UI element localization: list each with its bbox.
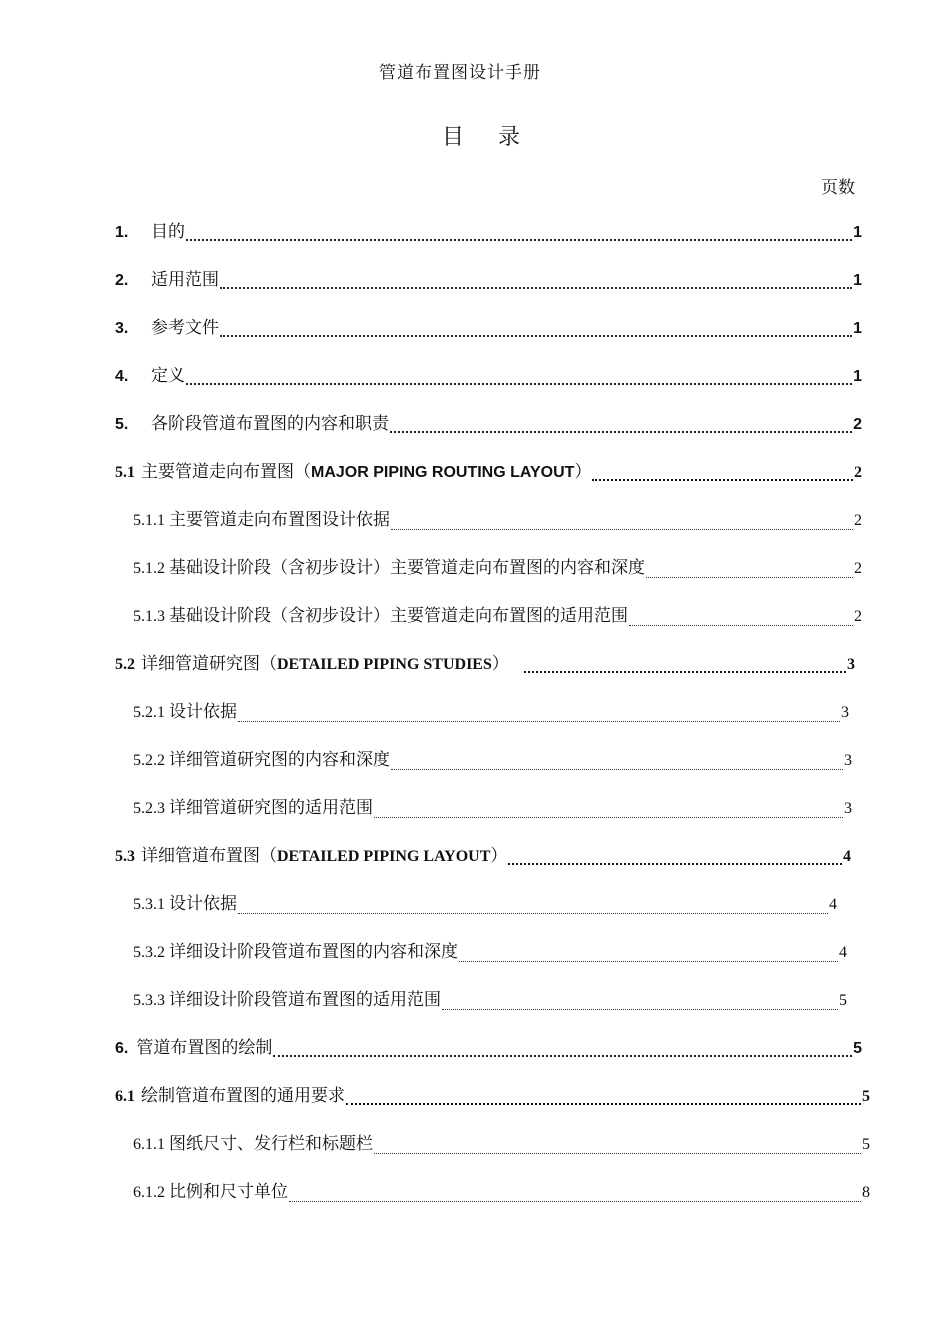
toc-entry-title: 基础设计阶段（含初步设计）主要管道走向布置图的适用范围 xyxy=(169,606,628,626)
toc-leader-dots xyxy=(391,529,853,530)
toc-leader-dots xyxy=(459,961,838,962)
toc-entry-title: 比例和尺寸单位 xyxy=(169,1182,288,1202)
toc-entry-title: 设计依据 xyxy=(169,894,237,914)
toc-leader-dots xyxy=(508,863,842,865)
toc-entry-number: 1. xyxy=(115,224,129,241)
toc-entry-title: 详细管道研究图的适用范围 xyxy=(169,798,373,818)
toc-entry-number: 5.2.3 xyxy=(133,800,165,817)
toc-entry-page: 4 xyxy=(839,944,847,961)
toc-entry-6-1-2[interactable] xyxy=(133,1177,870,1207)
toc-entry-5-3[interactable] xyxy=(115,841,851,871)
toc-entry-page: 4 xyxy=(843,848,851,865)
toc-entry-number: 5.1.1 xyxy=(133,512,165,529)
toc-entry-5-1[interactable] xyxy=(115,457,862,487)
toc-entry-number: 5.3.2 xyxy=(133,944,165,961)
toc-leader-dots xyxy=(592,479,853,481)
toc-entry-page: 3 xyxy=(847,656,855,673)
toc-entry-number: 5.2.1 xyxy=(133,704,165,721)
toc-entry-5-3-3[interactable] xyxy=(133,985,847,1015)
toc-entry-number: 5.1 xyxy=(115,464,135,481)
toc-entry-title: 绘制管道布置图的通用要求 xyxy=(141,1086,345,1106)
toc-entry-5-2[interactable] xyxy=(115,649,855,679)
toc-entry-page: 2 xyxy=(854,608,862,625)
toc-entry-close-paren: ） xyxy=(491,654,509,674)
toc-entry-6[interactable] xyxy=(115,1033,862,1063)
toc-entry-6-1[interactable] xyxy=(115,1081,870,1111)
toc-leader-dots xyxy=(524,671,846,673)
toc-entry-6-1-1[interactable] xyxy=(133,1129,870,1159)
toc-entry-5-2-1[interactable] xyxy=(133,697,849,727)
toc-entry-3[interactable] xyxy=(115,313,862,343)
toc-leader-dots xyxy=(629,625,853,626)
toc-entry-title: 参考文件 xyxy=(151,318,219,338)
toc-entry-number: 3. xyxy=(115,320,129,337)
toc-entry-english-title: DETAILED PIPING LAYOUT xyxy=(277,848,491,865)
toc-entry-page: 2 xyxy=(854,512,862,529)
toc-entry-1[interactable] xyxy=(115,217,862,247)
toc-entry-title: 详细管道研究图（ xyxy=(141,654,277,674)
toc-entry-number: 5.1.2 xyxy=(133,560,165,577)
toc-entry-number: 5.3.3 xyxy=(133,992,165,1009)
toc-leader-dots xyxy=(390,431,852,433)
toc-entry-title: 定义 xyxy=(151,366,185,386)
toc-entry-title: 基础设计阶段（含初步设计）主要管道走向布置图的内容和深度 xyxy=(169,558,645,578)
toc-entry-page: 2 xyxy=(854,560,862,577)
toc-entry-title: 图纸尺寸、发行栏和标题栏 xyxy=(169,1134,373,1154)
toc-entry-page: 3 xyxy=(844,800,852,817)
toc-leader-dots xyxy=(374,817,843,818)
toc-entry-number: 5.3.1 xyxy=(133,896,165,913)
toc-entry-close-paren: ） xyxy=(574,462,592,482)
toc-entry-title: 设计依据 xyxy=(169,702,237,722)
toc-entry-number: 5.2 xyxy=(115,656,135,673)
toc-entry-page: 2 xyxy=(854,464,862,481)
toc-entry-5-3-1[interactable] xyxy=(133,889,837,919)
toc-entry-5-1-1[interactable] xyxy=(133,505,862,535)
toc-entry-page: 1 xyxy=(853,368,862,385)
toc-entry-page: 8 xyxy=(862,1184,870,1201)
toc-leader-dots xyxy=(238,721,840,722)
toc-entry-number: 5.2.2 xyxy=(133,752,165,769)
toc-entry-title: 目的 xyxy=(151,222,185,242)
toc-leader-dots xyxy=(220,287,852,289)
toc-entry-title: 详细设计阶段管道布置图的适用范围 xyxy=(169,990,441,1010)
toc-entry-page: 3 xyxy=(844,752,852,769)
toc-leader-dots xyxy=(273,1055,852,1057)
toc-entry-title: 各阶段管道布置图的内容和职责 xyxy=(151,414,389,434)
toc-leader-dots xyxy=(186,239,852,241)
toc-entry-page: 5 xyxy=(862,1088,870,1105)
toc-entry-page: 3 xyxy=(841,704,849,721)
toc-entry-number: 4. xyxy=(115,368,129,385)
toc-entry-title: 详细管道研究图的内容和深度 xyxy=(169,750,390,770)
toc-leader-dots xyxy=(646,577,853,578)
toc-entry-number: 6.1.2 xyxy=(133,1184,165,1201)
toc-entry-5-2-2[interactable] xyxy=(133,745,852,775)
toc-entry-title: 适用范围 xyxy=(151,270,219,290)
toc-leader-dots xyxy=(238,913,828,914)
toc-entry-number: 5.3 xyxy=(115,848,135,865)
toc-entry-title: 主要管道走向布置图（ xyxy=(141,462,311,482)
toc-entry-title: 详细管道布置图（ xyxy=(141,846,277,866)
toc-entry-number: 2. xyxy=(115,272,129,289)
toc-entry-5-2-3[interactable] xyxy=(133,793,852,823)
running-header: 管道布置图设计手册 xyxy=(379,63,541,83)
toc-entry-page: 1 xyxy=(853,272,862,289)
toc-leader-dots xyxy=(391,769,843,770)
toc-entry-page: 5 xyxy=(839,992,847,1009)
toc-entry-5[interactable] xyxy=(115,409,862,439)
toc-entry-number: 6. xyxy=(115,1040,129,1057)
toc-entry-page: 5 xyxy=(853,1040,862,1057)
toc-entry-page: 4 xyxy=(829,896,837,913)
toc-entry-page: 1 xyxy=(853,224,862,241)
toc-entry-page: 2 xyxy=(853,416,862,433)
toc-entry-title: 管道布置图的绘制 xyxy=(136,1038,273,1058)
toc-entry-4[interactable] xyxy=(115,361,862,391)
toc-leader-dots xyxy=(289,1201,861,1202)
toc-entry-number: 5. xyxy=(115,416,129,433)
toc-title: 目录 xyxy=(441,125,554,150)
toc-entry-5-1-3[interactable] xyxy=(133,601,862,631)
toc-entry-5-1-2[interactable] xyxy=(133,553,862,583)
toc-leader-dots xyxy=(442,1009,838,1010)
toc-entry-number: 6.1 xyxy=(115,1088,135,1105)
toc-leader-dots xyxy=(220,335,852,337)
toc-leader-dots xyxy=(346,1103,861,1105)
toc-entry-2[interactable] xyxy=(115,265,862,295)
toc-entry-5-3-2[interactable] xyxy=(133,937,847,967)
toc-entry-title: 主要管道走向布置图设计依据 xyxy=(169,510,390,530)
toc-entry-page: 1 xyxy=(853,320,862,337)
toc-entry-english-title: MAJOR PIPING ROUTING LAYOUT xyxy=(311,464,575,481)
toc-entry-english-title: DETAILED PIPING STUDIES xyxy=(277,656,492,673)
toc-entry-close-paren: ） xyxy=(490,846,508,866)
toc-entry-number: 5.1.3 xyxy=(133,608,165,625)
toc-entry-number: 6.1.1 xyxy=(133,1136,165,1153)
toc-entry-page: 5 xyxy=(862,1136,870,1153)
page-column-label: 页数 xyxy=(821,178,855,198)
toc-entry-title: 详细设计阶段管道布置图的内容和深度 xyxy=(169,942,458,962)
toc-leader-dots xyxy=(186,383,852,385)
toc-leader-dots xyxy=(374,1153,861,1154)
